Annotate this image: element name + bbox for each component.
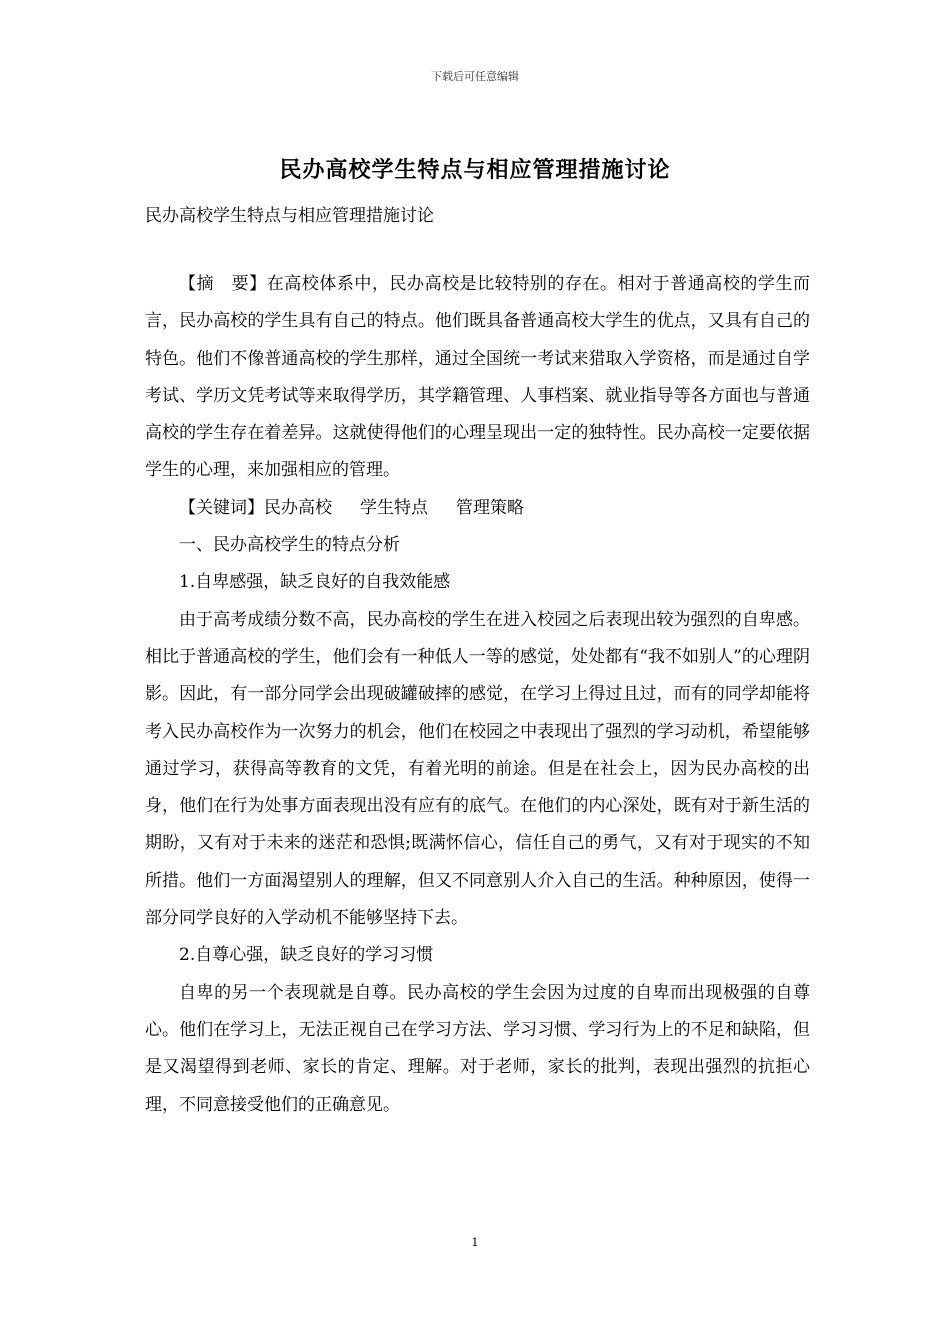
abstract-paragraph: 【摘 要】在高校体系中，民办高校是比较特别的存在。相对于普通高校的学生而言，民办高校的学生具有自己的特点。他们既具备普通高校大学生的优点，又具有自己的特色。他们不像普通高校的学生那样，通过全国统一考试来猎取入学资格，而是通过自学考试、学历文凭考试等来取得学历，其学籍管理、人事档案、就业指导等各方面也与普通高校的学生存在着差异。这就使得他们的心理呈现出一定的独特性。民办高校一定要依据学生的心理，来加强相应的管理。 <box>145 274 810 481</box>
document-body <box>145 266 810 1124</box>
body-paragraph: 由于高考成绩分数不高，民办高校的学生在进入校园之后表现出较为强烈的自卑感。相比于普通高校的学生，他们会有一种低人一等的感觉，处处都有“我不如别人”的心理阴影。因此，有一部分同学会出现破罐破摔的感觉，在学习上得过且过，而有的同学却能将考入民办高校作为一次努力的机会，他们在校园之中表现出了强烈的学习动机，希望能够通过学习，获得高等教育的文凭，有着光明的前途。但是在社会上，因为民办高校的出身，他们在行为处事方面表现出没有应有的底气。在他们的内心深处，既有对于新生活的期盼，又有对于未来的迷茫和恐惧;既满怀信心，信任自己的勇气，又有对于现实的不知所措。他们一方面渴望别人的理解，但又不同意别人介入自己的生活。种种原因，使得一部分同学良好的入学动机不能够坚持下去。 <box>145 609 810 929</box>
keywords-label: 【关键词】 <box>179 497 264 518</box>
page-title: 民办高校学生特点与相应管理措施讨论 <box>279 157 671 183</box>
section-heading: 一、民办高校学生的特点分析 <box>179 535 400 556</box>
keyword-item: 管理策略 <box>456 497 524 518</box>
subsection-heading: 1.自卑感强，缺乏良好的自我效能感 <box>179 572 451 593</box>
header-note: 下载后可任意编辑 <box>431 70 519 83</box>
page-subtitle: 民办高校学生特点与相应管理措施讨论 <box>145 206 434 226</box>
subsection-heading: 2.自尊心强，缺乏良好的学习习惯 <box>179 945 434 966</box>
keyword-item: 民办高校 <box>264 497 332 518</box>
keyword-item: 学生特点 <box>360 497 428 518</box>
page-number: 1 <box>471 1236 479 1249</box>
keywords-line <box>145 490 810 527</box>
body-paragraph: 自卑的另一个表现就是自尊。民办高校的学生会因为过度的自卑而出现极强的自尊心。他们在学习上，无法正视自己在学习方法、学习习惯、学习行为上的不足和缺陷，但是又渴望得到老师、家长的肯定、理解。对于老师，家长的批判，表现出强烈的抗拒心理，不同意接受他们的正确意见。 <box>145 982 810 1115</box>
